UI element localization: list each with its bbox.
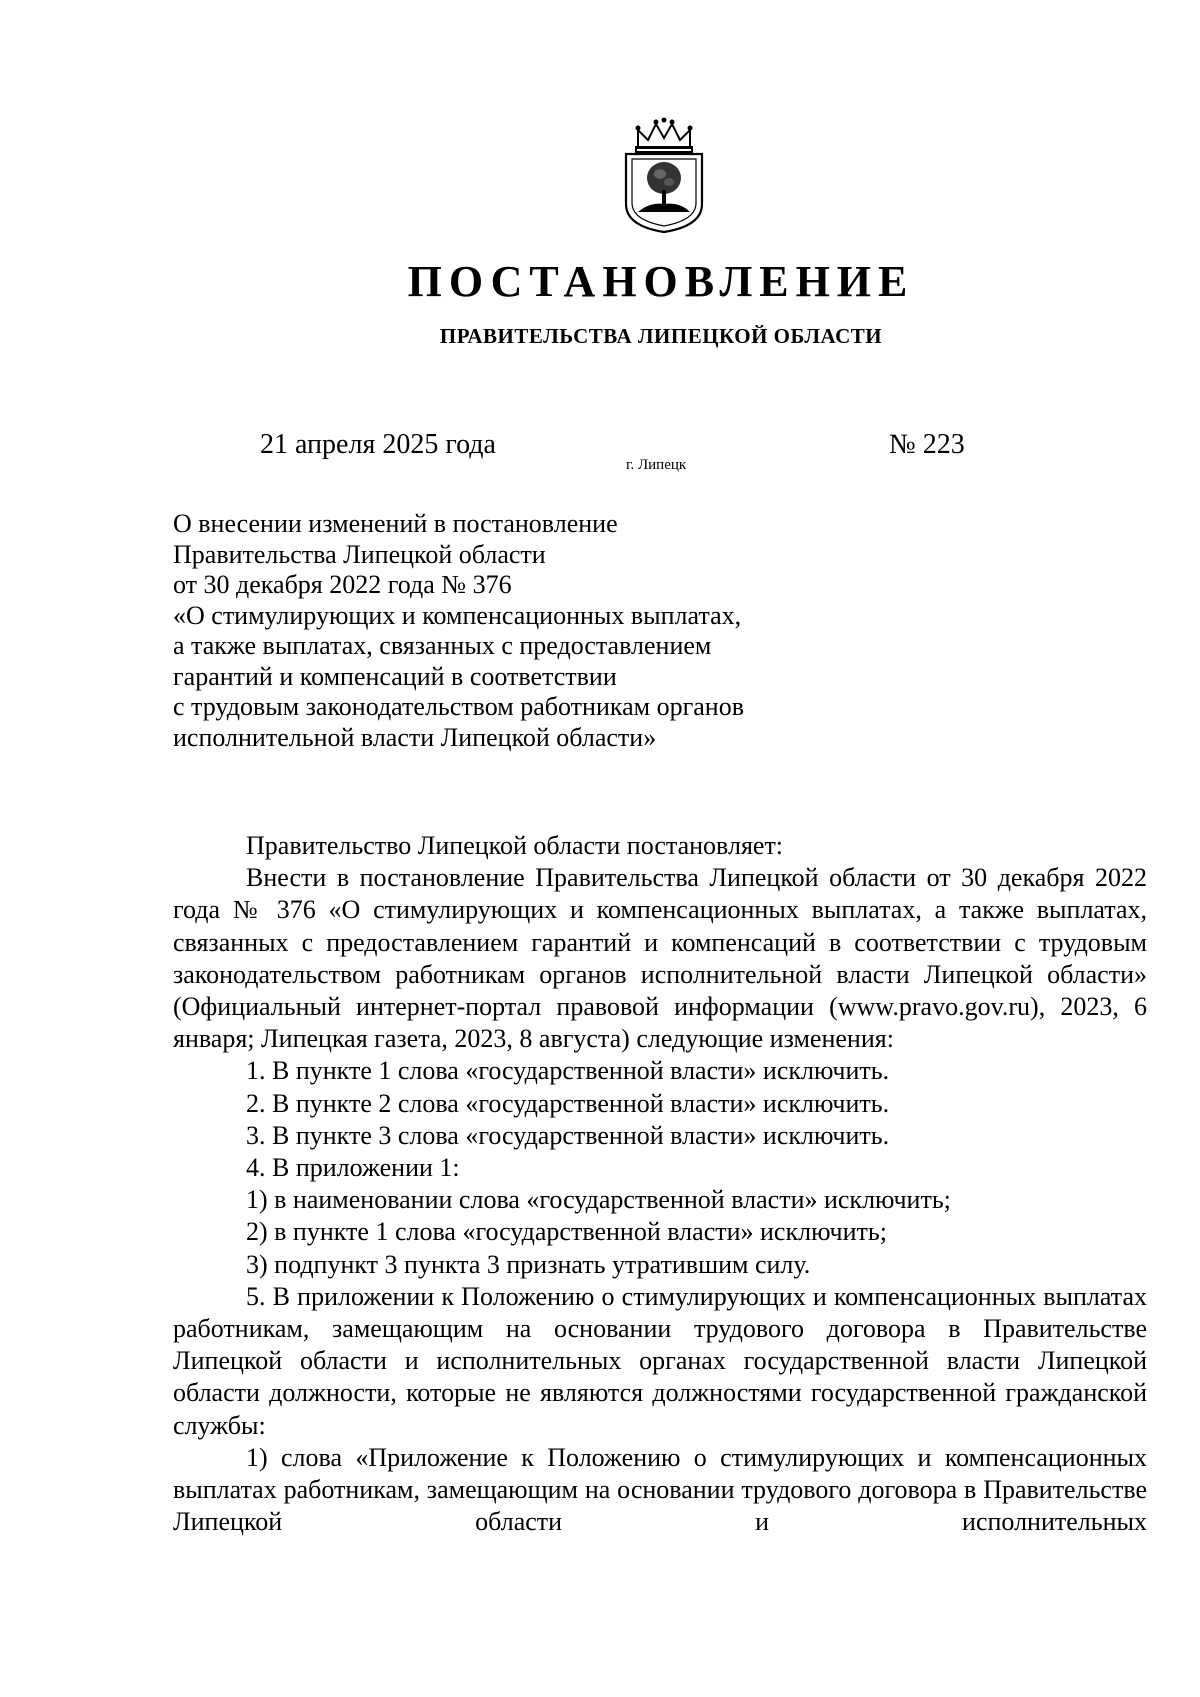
list-item: 2. В пункте 2 слова «государственной власти» исключить.: [246, 1088, 890, 1118]
list-item: 2) в пункте 1 слова «государственной власти» исключить;: [246, 1217, 887, 1247]
heading-line: а также выплатах, связанных с предоставлением: [173, 631, 712, 660]
item-5-subitem-1: 1) слова «Приложение к Положению о стимулирующих и компенсационных выплатах работникам, замещающим на основании трудового договора в Правительстве Липецкой области и исполнительных: [173, 1442, 1147, 1537]
heading-line: исполнительной власти Липецкой области»: [173, 722, 657, 752]
list-item: 3) подпункт 3 пункта 3 признать утратившим силу.: [246, 1249, 811, 1279]
document-body: [173, 830, 1147, 1538]
item-5-paragraph: 5. В приложении к Положению о стимулирующих и компенсационных выплатах работникам, замещающим на основании трудового договора в Правительстве Липецкой области и исполнительных органах государственной власти Липецкой области должности, которые не являются должностями государственной гражданской службы:: [173, 1281, 1147, 1440]
document-date: 21 апреля 2025 года: [260, 429, 496, 460]
document-subtitle: ПРАВИТЕЛЬСТВА ЛИПЕЦКОЙ ОБЛАСТИ: [439, 324, 883, 348]
coat-of-arms-emblem: [616, 116, 712, 234]
heading-line: от 30 декабря 2022 года № 376: [173, 570, 512, 599]
document-heading: [173, 509, 873, 753]
heading-line: Правительства Липецкой области: [173, 539, 546, 569]
document-number: № 223: [889, 429, 965, 460]
document-title: ПОСТАНОВЛЕНИЕ: [407, 257, 915, 306]
intro-paragraph: Правительство Липецкой области постановляет:: [246, 831, 784, 860]
document-city: г. Липецк: [626, 457, 687, 473]
list-item: 4. В приложении 1:: [246, 1153, 460, 1183]
list-item: 3. В пункте 3 слова «государственной власти» исключить.: [246, 1120, 890, 1150]
list-item: 1) в наименовании слова «государственной власти» исключить;: [246, 1185, 951, 1215]
heading-line: «О стимулирующих и компенсационных выплатах,: [173, 600, 742, 630]
main-paragraph: Внести в постановление Правительства Липецкой области от 30 декабря 2022 года № 376 «О стимулирующих и компенсационных выплатах, а также выплатах, связанных с предоставлением гарантий и компенсаций в соответствии с трудовым законодательством работникам органов исполнительной власти Липецкой области» (Официальный интернет-портал правовой информации (www.pravo.gov.ru), 2023, 6 января; Липецкая газета, 2023, 8 августа) следующие изменения:: [173, 863, 1147, 1054]
heading-line: О внесении изменений в постановление: [173, 509, 618, 538]
list-item: 1. В пункте 1 слова «государственной власти» исключить.: [246, 1056, 890, 1086]
heading-line: с трудовым законодательством работникам органов: [173, 692, 744, 721]
heading-line: гарантий и компенсаций в соответствии: [173, 661, 617, 691]
